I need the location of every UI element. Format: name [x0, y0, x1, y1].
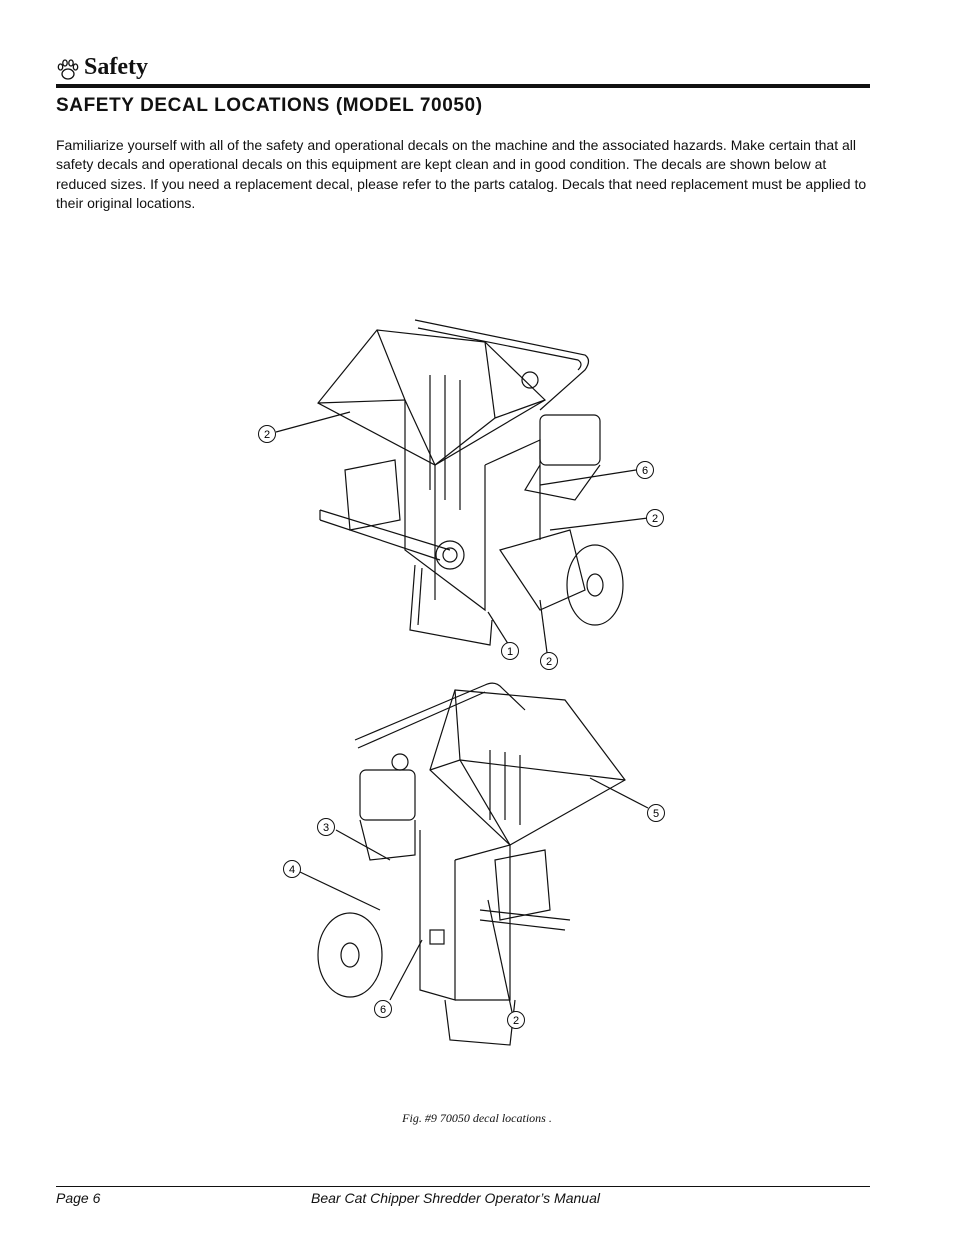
callout-label: 2 [545, 656, 553, 668]
callout-label: 6 [379, 1004, 387, 1016]
callout-top-1 [259, 426, 276, 443]
callout-bottom-3 [648, 805, 665, 822]
figure-caption: Fig. #9 70050 decal locations . [402, 1111, 552, 1125]
footer-rule [56, 1186, 870, 1187]
callout-bottom-4 [375, 1001, 392, 1018]
callout-top-3 [647, 510, 664, 527]
callout-bottom-1 [318, 819, 335, 836]
callout-label: 2 [263, 429, 271, 441]
decal-locations-figure [240, 300, 700, 1060]
header-rule [56, 84, 870, 88]
callout-label: 6 [641, 465, 649, 477]
callout-top-2 [637, 462, 654, 479]
callout-label: 5 [652, 808, 660, 820]
section-title: SAFETY DECAL LOCATIONS (MODEL 70050) [56, 95, 483, 116]
callout-group [259, 426, 665, 1029]
callout-top-5 [541, 653, 558, 670]
page-header [56, 52, 870, 88]
manual-title: Bear Cat Chipper Shredder Operator’s Manual [311, 1190, 600, 1206]
callout-label: 3 [322, 822, 330, 834]
callout-label: 4 [288, 864, 296, 876]
machine-drawing-top [318, 320, 623, 645]
paw-print-icon [56, 58, 80, 82]
callout-bottom-5 [508, 1012, 525, 1029]
callout-top-4 [502, 643, 519, 660]
intro-paragraph: Familiarize yourself with all of the safety and operational decals on the machine and the associated hazards. Make certain that all safety decals and operational decals on this equipment are kept clean and in good condition. The decals are shown below at reduced sizes. If you need a replacement decal, please refer to the parts catalog. Decals that need replacement must be applied to their original locations. [56, 137, 867, 211]
machine-drawing-bottom [318, 683, 625, 1045]
callout-label: 2 [651, 513, 659, 525]
callout-label: 2 [512, 1015, 520, 1027]
page-number: Page 6 [56, 1190, 101, 1206]
callout-label: 1 [506, 646, 514, 658]
callout-bottom-2 [284, 861, 301, 878]
header-title: Safety [84, 54, 148, 80]
